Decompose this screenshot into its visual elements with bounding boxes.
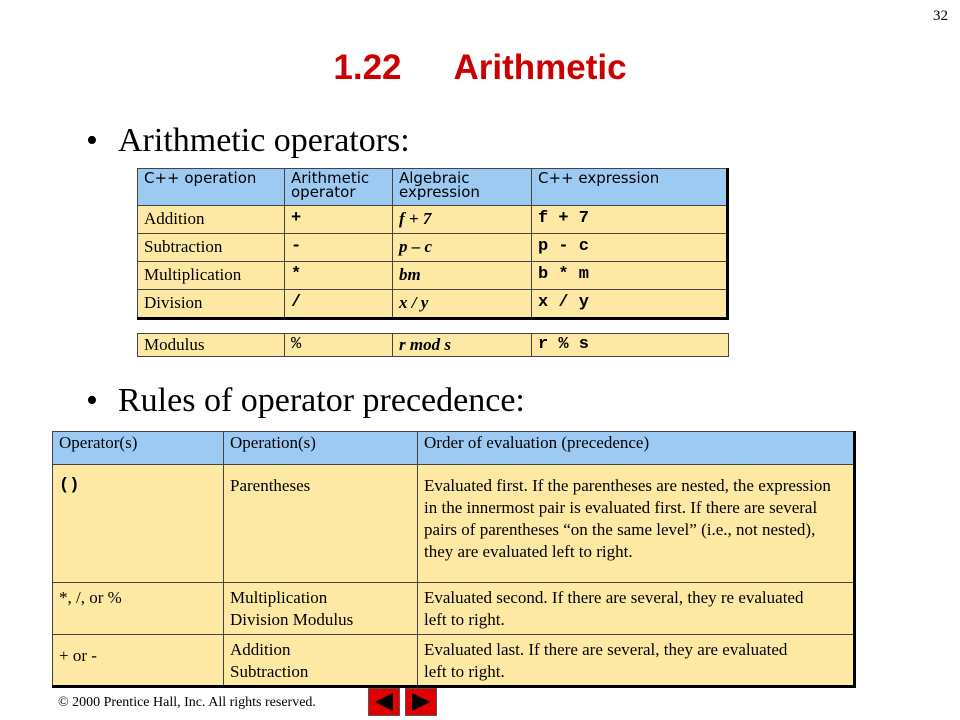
operator-cell: *, /, or %	[53, 583, 224, 635]
algebraic-cell: f + 7	[393, 206, 532, 234]
operator-cell: + or -	[53, 635, 224, 687]
bullet-text: Arithmetic operators:	[118, 122, 410, 159]
table-row	[53, 465, 855, 583]
table-row	[53, 583, 855, 635]
cpp-expression-cell: x / y	[532, 290, 728, 319]
operation-cell: Subtraction	[138, 234, 285, 262]
algebraic-cell: r mod s	[393, 334, 532, 357]
operator-cell: %	[285, 334, 393, 357]
order-cell: Evaluated first. If the parentheses are nested, the expression in the innermost pair is evaluated first. If there are several pairs of parentheses “on the same level” (i.e., not nested), they are evaluated left to right.	[418, 465, 855, 583]
table-header-row	[53, 432, 855, 465]
table-header-row	[138, 169, 728, 206]
operation-cell: Multiplication Division Modulus	[224, 583, 418, 635]
arrow-right-icon	[410, 692, 432, 712]
title-text: Arithmetic	[453, 48, 627, 87]
algebraic-cell: bm	[393, 262, 532, 290]
header-cell: Operation(s)	[224, 432, 418, 465]
operation-cell: Modulus	[138, 334, 285, 357]
table-row	[138, 206, 728, 234]
algebraic-cell: x / y	[393, 290, 532, 319]
bullet-operator-precedence: • Rules of operator precedence:	[86, 382, 525, 419]
header-cell: Order of evaluation (precedence)	[418, 432, 855, 465]
operator-cell: /	[285, 290, 393, 319]
header-cell: Operator(s)	[53, 432, 224, 465]
operators-table	[137, 168, 729, 320]
table-row	[138, 234, 728, 262]
header-cell: C++ expression	[532, 169, 728, 206]
table-row	[138, 262, 728, 290]
operation-cell: Division	[138, 290, 285, 319]
order-cell: Evaluated last. If there are several, they are evaluated left to right.	[418, 635, 855, 687]
previous-slide-button[interactable]	[368, 688, 400, 716]
cpp-expression-cell: f + 7	[532, 206, 728, 234]
operation-cell: Addition	[138, 206, 285, 234]
modulus-table	[137, 333, 729, 357]
table-row	[138, 290, 728, 319]
title-number: 1.22	[333, 48, 402, 87]
bullet-text: Rules of operator precedence:	[118, 382, 525, 419]
precedence-table	[52, 431, 856, 688]
operator-cell: +	[285, 206, 393, 234]
page-number: 32	[933, 8, 948, 24]
copyright-footer: © 2000 Prentice Hall, Inc. All rights reserved.	[58, 695, 316, 710]
slide-title	[0, 48, 960, 88]
header-cell: Algebraic expression	[393, 169, 532, 206]
cpp-expression-cell: r % s	[532, 334, 729, 357]
header-cell: C++ operation	[138, 169, 285, 206]
operator-cell: ()	[53, 465, 224, 583]
bullet-arithmetic-operators: • Arithmetic operators:	[86, 122, 410, 159]
operator-cell: *	[285, 262, 393, 290]
arrow-left-icon	[373, 692, 395, 712]
next-slide-button[interactable]	[405, 688, 437, 716]
algebraic-cell: p – c	[393, 234, 532, 262]
table-row	[53, 635, 855, 687]
order-cell: Evaluated second. If there are several, they re evaluated left to right.	[418, 583, 855, 635]
table-row	[138, 334, 729, 357]
operator-cell: -	[285, 234, 393, 262]
operation-cell: Addition Subtraction	[224, 635, 418, 687]
header-cell: Arithmetic operator	[285, 169, 393, 206]
operation-cell: Multiplication	[138, 262, 285, 290]
cpp-expression-cell: b * m	[532, 262, 728, 290]
operation-cell: Parentheses	[224, 465, 418, 583]
cpp-expression-cell: p - c	[532, 234, 728, 262]
